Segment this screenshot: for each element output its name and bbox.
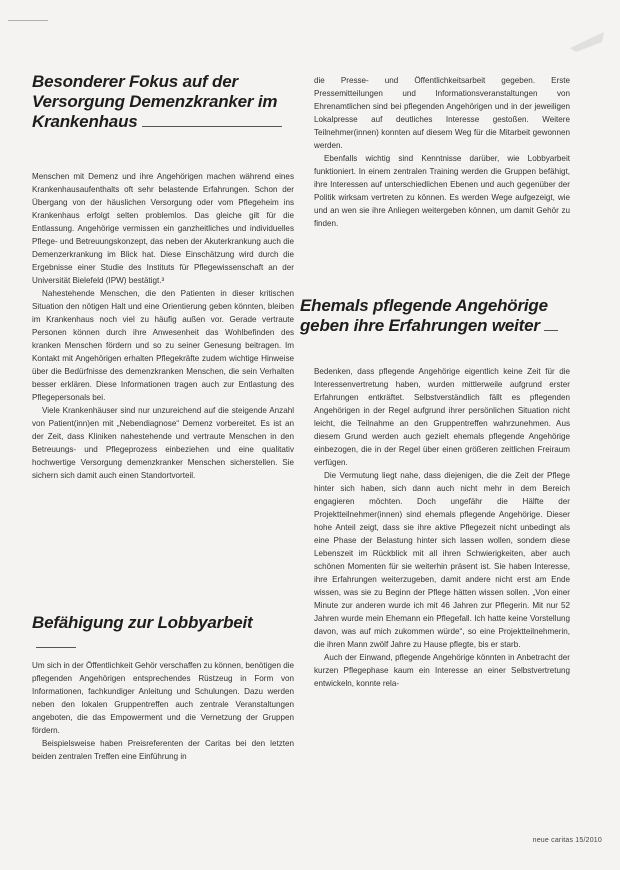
section-heading-angehoerige bbox=[300, 296, 570, 336]
continued-body-lobbyarbeit bbox=[314, 74, 570, 230]
heading-rule bbox=[36, 647, 76, 648]
heading-rule bbox=[544, 330, 558, 331]
paragraph: Bedenken, dass pflegende Angehörige eigentlich keine Zeit für die Interessenvertretung haben, wurden mittlerweile aufgrund erster Erfahrungen entkräftet. Selbstverständlich fällt es pflegenden Angehörigen in der Regel aufgrund ihrer persönlichen Situation nicht leicht, die Teilnahme an den Gruppentreffen wahrzunehmen. Aus diesem Grund werden auch gezielt ehemals pflegende Angehörige einbezogen, die in der Regel über einen größeren zeitlichen Freiraum verfügen. bbox=[314, 367, 570, 467]
page-footer: neue caritas 15/2010 bbox=[532, 837, 602, 844]
paragraph: Viele Krankenhäuser sind nur unzureichend auf die steigende Anzahl von Patient(inn)en mit „Nebendiagnose“ Demenz vorbereitet. Es ist an der Zeit, dass Kliniken nahestehende und vertraute Menschen in den Betreuungs- und Pflegeprozess einbeziehen und eine qualitativ hochwertige Versorgung demenzkranker Menschen sicherstellen. Sie sichern sich damit auch einen Standortvorteil. bbox=[32, 406, 294, 480]
heading-line: Krankenhaus bbox=[32, 112, 138, 131]
paragraph: Die Vermutung liegt nahe, dass diejenigen, die die Zeit der Pflege hinter sich haben, sich dann auch nicht mehr in dem Bereich engagieren möchten. Doch ungefähr die Hälfte der Projektteilnehmer(innen) sind ehemals pflegende Angehörige. Dieser hohe Anteil zeigt, dass sie ihre aktive Pflegezeit nicht unbedingt als eine Phase der Belastung hinter sich lassen wollen, sondern diese Lebenszeit im Rückblick mit all ihren Schwierigkeiten, aber auch schönen Momenten für sie weiterhin präsent ist. Sie haben Interesse, ihre Erfahrungen weiterzugeben, damit andere nicht erst am Ende wissen, was sie zu Beginn der Pflege hätten wissen sollen. „Von einer Minute zur anderen wurde ich mit 46 Jahren zur Pflegerin. Mit nur 52 Jahren wurde mein Ehemann ein Pflegefall. Ich hatte keine Vorstellung davon, was auf mich zukommen würde“, so eine Projektteilnehmerin, die ihren Mann zwölf Jahre zu Hause pflegte, bis er starb. bbox=[314, 471, 570, 649]
corner-scan-artifact bbox=[568, 28, 606, 54]
paragraph: Menschen mit Demenz und ihre Angehörigen machen während eines Krankenhausaufenthalts oft sehr belastende Erfahrungen. Schon der Übergang von der häuslichen Versorgung oder vom Pflegeheim ins Krankenhaus erfolgt selten problemlos. Das gleiche gilt für die Entlassung. Angehörige vermissen ein ganzheitliches und individuelles Pflege- und Betreuungskonzept, das neben der Akuterkrankung auch die Demenzerkrankung im Blick hat. Diese Einschätzung wird durch die Ergebnisse einer Studie des Instituts für Pflegewissenschaft an der Universität Bielefeld (IPW) bestätigt.³ bbox=[32, 172, 294, 285]
paragraph: Beispielsweise haben Preisreferenten der Caritas bei den letzten beiden zentralen Treffen eine Einführung in bbox=[32, 739, 294, 761]
top-left-rule bbox=[8, 20, 48, 21]
paragraph: Um sich in der Öffentlichkeit Gehör verschaffen zu können, benötigen die pflegenden Angehörigen entsprechendes Rüstzeug in Form von Informationen, fachkundiger Anleitung und Schulungen. Dazu werden neben den lokalen Gruppentreffen auch zentrale Veranstaltungen angeboten, die das Empowerment und die Vernetzung der Gruppen fördern. bbox=[32, 661, 294, 735]
section-heading-lobbyarbeit bbox=[32, 613, 294, 653]
paragraph: Nahestehende Menschen, die den Patienten in dieser kritischen Situation den nötigen Halt und eine Orientierung geben könnten, bleiben im Krankenhaus noch viel zu häufig außen vor. Gerade vertraute Personen können durch ihre Anwesenheit das Wohlbefinden des kranken Menschen fördern und so zu seiner Genesung beitragen. Im Kontakt mit Angehörigen erhalten Pflegekräfte zudem wichtige Hinweise über die Bedürfnisse des demenzkranken Menschen, die sein Verhalten besser erklären. Diese Informationen tragen auch zur Entlastung des Pflegepersonals bei. bbox=[32, 289, 294, 402]
heading-line: Versorgung Demenzkranker im bbox=[32, 92, 278, 111]
heading-line: Befähigung zur Lobbyarbeit bbox=[32, 613, 253, 632]
heading-line: geben ihre Erfahrungen weiter bbox=[300, 316, 540, 335]
heading-line: Besonderer Fokus auf der bbox=[32, 72, 238, 91]
section-body-demenz bbox=[32, 170, 294, 482]
paragraph: die Presse- und Öffentlichkeitsarbeit gegeben. Erste Pressemitteilungen und Informationsveranstaltungen von Ehrenamtlichen sind bei pflegenden Angehörigen und in der jeweiligen Lokalpresse auf deutliches Interesse gestoßen. Weitere Teilnehmer(innen) konnten auf diesem Weg für die Mitarbeit gewonnen werden. bbox=[314, 76, 570, 150]
heading-rule bbox=[142, 126, 282, 127]
section-body-angehoerige bbox=[314, 365, 570, 690]
section-body-lobbyarbeit bbox=[32, 659, 294, 763]
section-heading-demenz bbox=[32, 72, 294, 132]
paragraph: Auch der Einwand, pflegende Angehörige könnten in Anbetracht der kurzen Pflegephase kaum ein Interesse an einer Selbstvertretung entwickeln, konnte rela- bbox=[314, 653, 570, 688]
heading-line: Ehemals pflegende Angehörige bbox=[300, 296, 548, 315]
paragraph: Ebenfalls wichtig sind Kenntnisse darüber, wie Lobbyarbeit funktioniert. In einem zentralen Training werden die Gruppen befähigt, ihre Interessen auf unterschiedlichen Ebenen und auch gegenüber der Politik wirksam vertreten zu können. Es werden Wege aufgezeigt, wie und an wen sie ihre Anliegen weitergeben können, um damit Gehör zu finden. bbox=[314, 154, 570, 228]
